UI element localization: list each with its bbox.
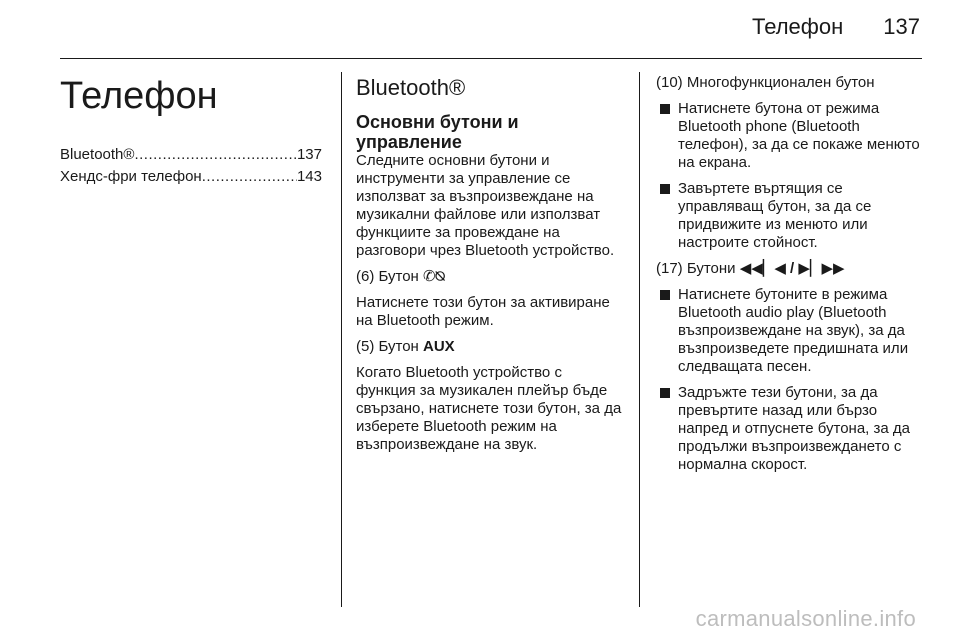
aux-label: AUX [423, 338, 455, 355]
item-5-label-text: (5) Бутон [356, 338, 424, 355]
bullet-text: Натиснете бутоните в режима Bluetooth audio play (Bluetooth възпроизвеждане на звук), за да възпроизведете предишната или следващата песен. [678, 286, 909, 375]
right-column [656, 74, 926, 482]
header-section-title: Телефон [752, 14, 844, 39]
watermark: carmanualsonline.info [695, 606, 916, 631]
item-17-label [656, 260, 926, 278]
item-5-label [356, 338, 624, 356]
bullet-text: Завъртете въртящия се управляващ бутон, за да се придвижите из менюто или настроите стойност. [678, 180, 872, 251]
section-subtitle: Основни бутони и управление [356, 112, 519, 152]
item-6-text: Натиснете този бутон за активиране на Bluetooth режим. [356, 294, 610, 329]
column-divider-1 [341, 72, 342, 607]
item-17-label-text: (17) Бутони [656, 260, 740, 277]
header-page-number: 137 [883, 14, 920, 39]
header-rule [60, 58, 922, 59]
item-6-label-text: (6) Бутон [356, 268, 424, 285]
item-5-text: Когато Bluetooth устройство с функция за музикален плейър бъде свързано, натиснете този бутон, за да изберете Bluetooth режим на възпроизвеждане на звук. [356, 364, 622, 453]
bullet-square-icon [660, 184, 670, 194]
bullet-text: Задръжте тези бутони, за да превъртите назад или бързо напред и отпуснете бутона, за да продължи възпроизвеждането с нормална скорост. [678, 384, 910, 473]
toc-entry-label: Хендс-фри телефон [60, 168, 202, 185]
toc-leader-dots [202, 166, 297, 188]
item-17-bullet [656, 286, 926, 376]
column-divider-2 [639, 72, 640, 607]
bullet-square-icon [660, 104, 670, 114]
toc-leader-dots [134, 144, 297, 166]
toc-entry-page: 143 [296, 168, 322, 185]
toc-entry-bluetooth[interactable] [60, 144, 322, 166]
bullet-square-icon [660, 388, 670, 398]
bullet-square-icon [660, 290, 670, 300]
item-10-bullet [656, 180, 926, 252]
intro-paragraph: Следните основни бутони и инструменти за управление се използват за възпроизвеждане на музикални файлове или използват функциите за провеждане на разговори чрез Bluetooth устройство. [356, 152, 615, 259]
item-6-label [356, 268, 624, 286]
chapter-title: Телефон [60, 75, 218, 117]
bullet-text: Натиснете бутона от режима Bluetooth phone (Bluetooth телефон), за да се покаже менюто на екрана. [678, 100, 920, 171]
toc-entry-page: 137 [296, 146, 322, 163]
item-10-bullet [656, 100, 926, 172]
item-10-label: (10) Многофункционален бутон [656, 74, 875, 91]
item-17-bullet [656, 384, 926, 474]
toc-column [60, 74, 322, 188]
phone-bluetooth-icon: ✆⍉ [423, 268, 445, 285]
page-header [752, 14, 920, 40]
section-title: Bluetooth® [356, 75, 466, 100]
seek-buttons-icon: ◀◀▏◀ / ▶▏▶▶ [739, 260, 845, 277]
toc-entry-handsfree[interactable] [60, 166, 322, 188]
middle-column [356, 74, 624, 462]
toc-entry-label: Bluetooth® [60, 146, 135, 163]
